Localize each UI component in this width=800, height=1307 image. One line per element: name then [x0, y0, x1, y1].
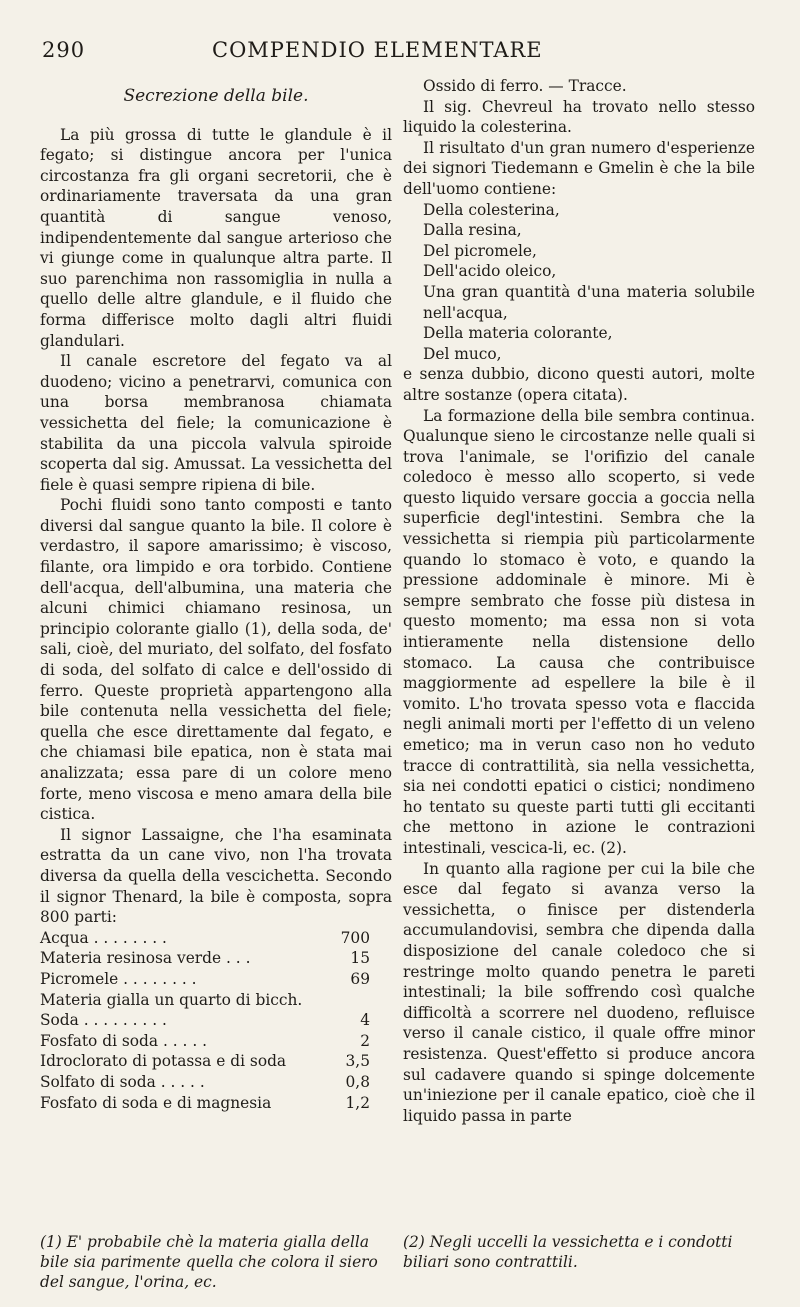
table-cell-name: Idroclorato di potassa e di soda [40, 1052, 287, 1071]
paragraph: In quanto alla ragione per cui la bile che esce dal fegato si avanza verso la vessichetta, o finisce per distenderla accumulandovisi, sembra che dipenda dalla disposizione del canale coledoco che si restringe molto quando penetra le pareti intestinali; la bile soffrendo così qualche difficoltà a scorrere nel duodeno, refluisce verso il canale cistico, il quale offre minor resistenza. Quest'effetto si produce ancora sul cadavere quando si spinge dolcemente un'iniezione per il canale epatico, cioè che il liquido passa in parte [403, 859, 755, 1125]
paragraph: Il canale escretore del fegato va al duodeno; vicino a penetrarvi, comunica con una borsa membranosa chiamata vessichetta del fiele; la comunicazione è stabilita da una piccola valvula spiroide scoperta dal sig. Amussat. La vessichetta del fiele è quasi sempre ripiena di bile. [40, 352, 392, 494]
paragraph: Il risultato d'un gran numero d'esperienze dei signori Tiedemann e Gmelin è che la bile dell'uomo contiene: [403, 138, 755, 198]
right-column [403, 76, 755, 1126]
table-row [40, 1072, 392, 1093]
table-cell-value: 0,8 [345, 1072, 370, 1091]
table-cell-name: Fosfato di soda e di magnesia [40, 1093, 272, 1112]
paragraph: La più grossa di tutte le glandule è il fegato; si distingue ancora per l'unica circostanza fra gli organi secretorii, che è ordinariamente traversata da una gran quantità di sangue venoso, indipendentemente dal sangue arterioso che vi giunge come in qualunque altra parte. Il suo parenchima non rassomiglia in nulla a quello delle altre glandule, e il fluido che forma differisce molto dagli altri fluidi glandulari. [40, 125, 392, 350]
table-cell-value: 2 [360, 1031, 370, 1050]
table-cell-value: 69 [350, 969, 370, 988]
table-cell-name: Materia resinosa verde . . . [40, 949, 251, 968]
table-row [40, 928, 392, 949]
section-title: Secrezione della bile. [123, 86, 309, 106]
table-cell-name: Picromele . . . . . . . . [40, 969, 197, 988]
table-cell-name: Solfato di soda . . . . . [40, 1072, 205, 1091]
left-column [40, 76, 392, 1113]
table-cell-value: 4 [360, 1011, 370, 1030]
footnote-right [403, 1232, 755, 1272]
table-row [40, 969, 392, 990]
paragraph: Ossido di ferro. — Tracce. [423, 77, 627, 95]
composition-table [40, 928, 392, 1113]
table-cell-name: Acqua . . . . . . . . [40, 928, 167, 947]
running-title: COMPENDIO ELEMENTARE [212, 38, 543, 62]
paragraph: e senza dubbio, dicono questi autori, molte altre sostanze (opera citata). [403, 365, 755, 404]
paragraph: Pochi fluidi sono tanto composti e tanto diversi dal sangue quanto la bile. Il colore è verdastro, il sapore amarissimo; è viscoso, filante, ora limpido e ora torbido. Contiene dell'acqua, dell'albumina, una materia che alcuni chimici chiamano resinosa, un principio colorante giallo (1), della soda, de' sali, cioè, del muriato, del solfato, del fosfato di soda, del solfato di calce e dell'ossido di ferro. Queste proprietà appartengono alla bile contenuta nella vessichetta del fiele; quella che esce direttamente dal fegato, e che chiamasi bile epatica, non è stata mai analizzata; essa pare di un colore meno forte, meno viscosa e meno amara della bile cistica. [40, 496, 392, 824]
table-row [40, 1010, 392, 1031]
list-item: Dell'acido oleico, [423, 262, 557, 281]
table-cell-value: 1,2 [345, 1093, 370, 1112]
table-cell-value: 3,5 [345, 1052, 370, 1071]
paragraph: Il signor Lassaigne, che l'ha esaminata estratta da un cane vivo, non l'ha trovata diversa da quella della vescichetta. Secondo il signor Thenard, la bile è composta, sopra 800 parti: [40, 825, 392, 927]
page-header [42, 38, 772, 66]
list-item: Una gran quantità d'una materia solubile nell'acqua, [423, 282, 755, 322]
table-cell-name: Fosfato di soda . . . . . [40, 1031, 207, 1050]
table-cell-name: Materia gialla un quarto di bicch. [40, 990, 303, 1009]
table-row [40, 948, 392, 969]
list-item: Della colesterina, [423, 200, 560, 219]
list-item: Della materia colorante, [423, 324, 613, 343]
table-cell-value: 700 [340, 928, 370, 947]
paragraph: Il sig. Chevreul ha trovato nello stesso liquido la colesterina. [403, 97, 755, 137]
table-row [40, 1031, 392, 1052]
paragraph: La formazione della bile sembra continua. Qualunque sieno le circostanze nelle quali si trova l'animale, se l'orifizio del canale coledoco è messo allo scoperto, si vede questo liquido versare goccia a goccia nella superficie degl'intestini. Sembra che la vessichetta si riempia più particolarmente quando lo stomaco è voto, e quando la pressione addominale è minore. Mi è sempre sembrato che fosse più distesa in questo momento; ma essa non si vota intieramente nella distensione dello stomaco. La causa che contribuisce maggiormente ad espellere la bile è il vomito. L'ho trovata spesso vota e flaccida negli animali morti per l'effetto di un veleno emetico; ma in verun caso non ho veduto tracce di contrattilità, sia nella vessichetta, sia nei condotti epatici o cistici; nondimeno ho tentato su queste parti tutti gli eccitanti che mettono in azione le contrazioni intestinali, vescica-li, ec. (2). [403, 406, 755, 857]
table-row [40, 1051, 392, 1072]
table-row [40, 1093, 392, 1114]
table-row [40, 990, 392, 1011]
footnote-text: (1) E' probabile chè la materia gialla della bile sia parimente quella che colora il siero del sangue, l'orina, ec. [40, 1233, 378, 1291]
page-number: 290 [42, 38, 86, 62]
table-cell-name: Soda . . . . . . . . . [40, 1011, 167, 1030]
list-item: Del picromele, [423, 241, 537, 260]
footnote-text: (2) Negli uccelli la vessichetta e i condotti biliari sono contrattili. [403, 1233, 733, 1271]
table-cell-value: 15 [350, 949, 370, 968]
footnote-left [40, 1232, 392, 1292]
list-item: Dalla resina, [423, 221, 522, 240]
list-item: Del muco, [423, 344, 502, 363]
bile-components-list [403, 200, 755, 365]
table-cell-value [334, 990, 392, 1011]
